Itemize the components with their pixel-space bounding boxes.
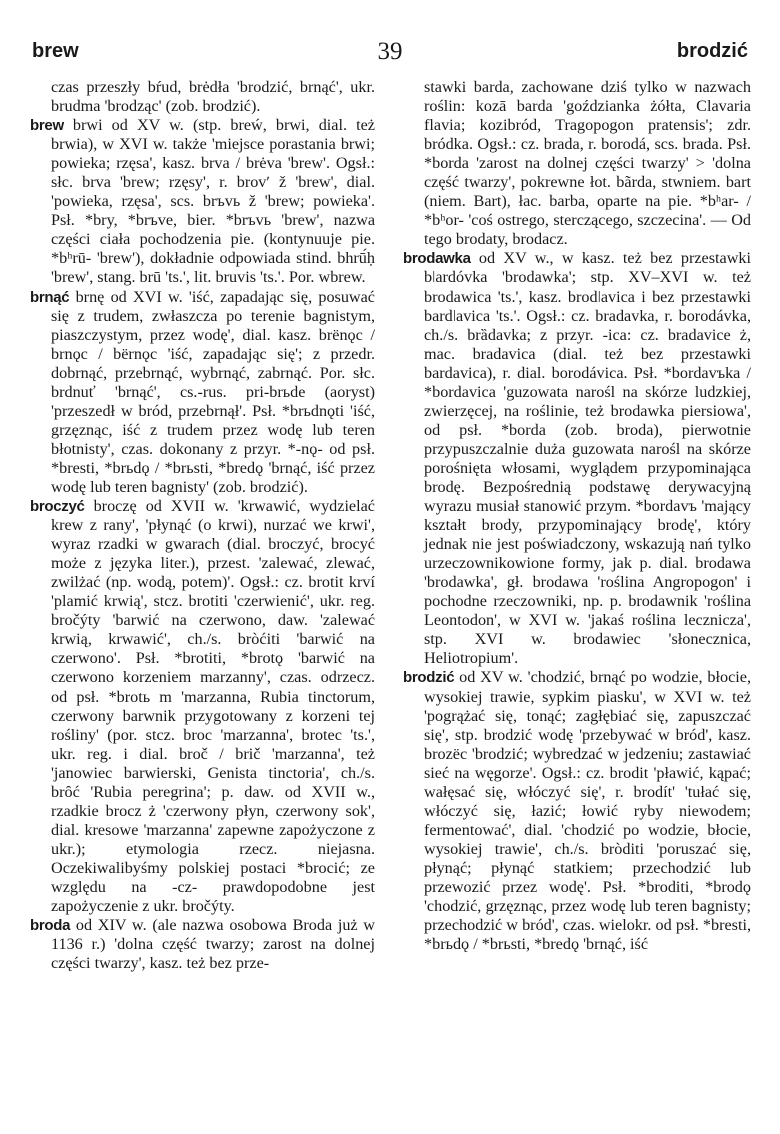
- dictionary-entry: [30, 916, 375, 973]
- dictionary-entry: [30, 497, 375, 916]
- dictionary-entry-continued: [403, 78, 751, 249]
- entry-text: od XV w., w kasz. też bez przestawki bǀardóvka 'brodawka'; stp. XV–XVI w. też brodawica 'ts.', kasz. brodǀavica i bez przestawki bardǀavica 'ts.'. Ogsł.: cz. bradavka, r. borodávka, ch./s. brȁdavka; z przyr. -ica: cz. bradavice ż, mac. bradavica (dial. też bez przestawki bardavica), r. dial. borodávica. Psł. *bordavъka / *bordavica 'guzowata narośl na skórze ludzkiej, zwierzęcej, na roślinie, też brodawka piersiowa', od psł. *borda (zob. broda), pierwotnie przypuszczalnie duża guzowata narośl na skórze porośnięta włosami, wyglądem przypominająca brodę. Bezpośrednią podstawę derywacyjną wyrazu musiał stanowić przym. *bordavъ 'mający kształt brody, przypominający brodę', który jednak nie jest poświadczony, wskazują nań tylko urzeczownikowione formy, jak p. dial. brodawa 'brodawka', gł. brodawa 'roślina Angropogon' i pochodne rzeczowniki, np. p. brodawnik 'roślina Leontodon', w XVI w. 'jakaś roślina lecznicza', stp. XVI w. brodawiec 'słonecznica, Heliotropium'.: [424, 249, 751, 668]
- entry-text: od XIV w. (ale nazwa osobowa Broda już w 1136 r.) 'dolna część twarzy; zarost na dolnej części twarzy', kasz. też bez prze-: [51, 916, 375, 973]
- entry-text: od XV w. 'chodzić, brnąć po wodzie, błocie, wysokiej trawie, sypkim piasku', w XVI w. też 'pogrążać się, tonąć; zagłębiać się, zapuszczać się', stp. brodzić wodę 'przebywać w bród', kasz. brozëc 'brodzić; wybredzać w jedzeniu; zastawiać sieć na węgorze'. Ogsł.: cz. brodit 'pławić, kąpać; wałęsać się, włóczyć się', r. brodít' 'tułać się, włóczyć się, łazić; łowić ryby niewodem; fermentować', dial. 'chodzić po wodzie, błocie, wysokiej trawie', ch./s. bròditi 'poruszać się, płynąć; płynąć statkiem; przechodzić lub przewozić przez wodę'. Psł. *broditi, *brodǫ 'chodzić, grzęznąc, przez wodę lub teren bagnisty; przechodzić w bród', czas. wielokr. od psł. *bresti, *brьdǫ / *brьsti, *bredǫ 'brnąć, iść: [424, 668, 751, 954]
- left-running-headword: brew: [32, 40, 79, 62]
- left-column: [30, 78, 375, 973]
- entry-text: stawki barda, zachowane dziś tylko w nazwach roślin: kozā barda 'goździanka żółta, Clavaria flavia; kozibród, Tragopogon pratensis'; zdr. bródka. Ogsł.: cz. brada, r. borodá, scs. brada. Psł. *borda 'zarost na dolnej części twarzy' > 'dolna część twarzy', pokrewne łot. bãrda, stwniem. bart (niem. Bart), łac. barba, oparte na pie. *bʰar- / *bʰor- 'coś ostrego, sterczącego, szczecina'. — Od tego brodaty, brodacz.: [424, 78, 751, 249]
- right-column: [403, 78, 751, 954]
- entry-text: czas przeszły bŕud, brėdła 'brodzić, brnąć', ukr. brudma 'brodząc' (zob. brodzić).: [51, 78, 375, 116]
- right-running-headword: brodzić: [676, 40, 748, 62]
- dictionary-entry-continued: [30, 78, 375, 116]
- entry-headword: brodzić: [403, 669, 455, 687]
- page-number: 39: [377, 38, 403, 65]
- entry-text: brwi od XV w. (stp. breẃ, brwi, dial. też brwia), w XVI w. także 'miejsce porastania brwi; powieka; rzęsa', kasz. brva / brėva 'brew'. Ogsł.: słc. brva 'brew; rzęsy', r. brovʹ ž 'brew', dial. 'powieka, rzęsa', scs. brъvь ž 'brew; powieka'. Psł. *bry, *brъve, bier. *brъvь 'brew', nazwa części ciała pochodzenia pie. (kontynuuje pie. *bʰrū- 'brew'), dokładnie odpowiada stind. bhrū́ḥ 'brew', stang. brū 'ts.', lit. bruvis 'ts.'. Por. wbrew.: [51, 116, 375, 287]
- entry-headword: brodawka: [403, 250, 471, 268]
- entry-headword: broda: [30, 917, 71, 935]
- entry-headword: broczyć: [30, 498, 85, 516]
- dictionary-entry: [403, 668, 751, 954]
- entry-headword: brnąć: [30, 288, 70, 306]
- entry-text: brnę od XVI w. 'iść, zapadając się, posuwać się z trudem, zwłaszcza po terenie bagnistym, piaszczystym, przez wodę', dial. kasz. brënǫc / brnǫc / bërnǫc 'iść, zapadając się'; z przedr. dobrnąć, przebrnąć, wybrnąć, zabrnąć. Por. słc. brdnuť 'brnąć', cs.-rus. pri-brьde (aoryst) 'przeszedł w bród, przebrnął'. Psł. *brьdnǫti 'iść, grzęznąc, iść z trudem przez wodę lub teren błotnisty', czas. dokonany z przyr. *-nǫ- od psł. *bresti, *brьdǫ / *brьsti, *bredǫ 'brnąć, iść przez wodę lub teren bagnisty' (zob. brodzić).: [51, 287, 375, 496]
- entry-text: broczę od XVII w. 'krwawić, wydzielać krew z rany', 'płynąć (o krwi), nurzać we krwi', wyraz rzadki w gwarach (dial. broczyć, brocyć może z języka liter.), przest. 'zalewać, zlewać, zwilżać (np. wodą, potem)'. Ogsł.: cz. brotit krví 'plamić krwią', stcz. brotiti 'czerwienić', ukr. reg. bročýty 'barwić na czerwono, daw. 'zalewać krwią, krwawić', ch./s. bròćiti 'barwić na czerwono'. Psł. *brotiti, *brotǫ 'barwić na czerwono korzeniem marzanny', czas. odrzecz. od psł. *brotь m 'marzanna, Rubia tinctorum, czerwony barwnik przygotowany z korzeni tej rośliny' (por. stcz. broc 'marzanna', brotec 'ts.', ukr. reg. i dial. broč / brič 'marzanna', też 'janowiec barwierski, Genista tinctoria', ch./s. brȏć 'Rubia peregrina'; p. daw. od XVII w., rzadkie brocz ż 'czerwony płyn, czerwony sok', dial. kresowe 'marzanna' zapewne zapożyczone z ukr.); etymologia rzecz. niejasna. Oczekiwalibyśmy polskiej postaci *brocić; ze względu na -cz- prawdopodobne jest zapożyczenie z ukr. bročýty.: [51, 497, 375, 916]
- entry-headword: brew: [30, 117, 64, 135]
- dictionary-entry: [403, 249, 751, 668]
- dictionary-entry: [30, 116, 375, 287]
- dictionary-entry: [30, 288, 375, 498]
- page-header: [32, 38, 748, 68]
